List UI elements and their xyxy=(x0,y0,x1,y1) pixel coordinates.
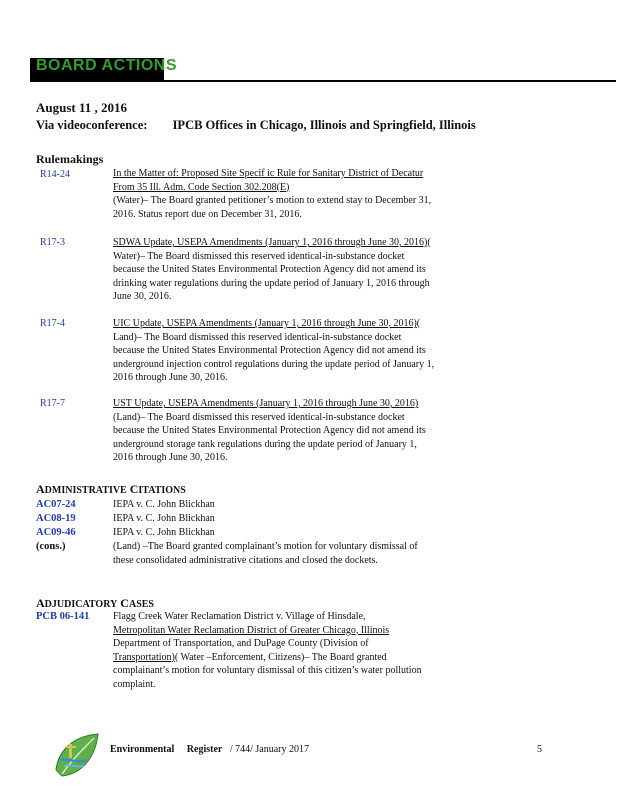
adjudicatory-heading: ADJUDICATORY CASES xyxy=(36,596,154,610)
entry-body: ( Land)– The Board dismissed this reserved identical-in-substance docket because the United States Environmental Protection Agency did not amend its underground injection control regulations during the update period of January 1, 2016 through June 30, 2016. xyxy=(113,318,435,384)
via-label: Via videoconference: xyxy=(36,118,148,132)
entry-title: In the Matter of: Proposed Site Specif ic Rule for Sanitary District of Decatur From 35 Ill. Adm. Code Section 302.208(E) xyxy=(113,168,424,193)
rulemaking-entry xyxy=(113,397,435,465)
meeting-date: August 11 , 2016 xyxy=(36,100,128,115)
rulemaking-entry xyxy=(113,317,435,385)
board-actions-banner xyxy=(30,57,178,82)
docket-r17-7[interactable]: R17-7 xyxy=(40,398,65,409)
case-line: Department of Transportation, and DuPage County (Division of xyxy=(113,638,369,650)
docket-pcb06-141[interactable]: PCB 06-141 xyxy=(36,611,90,622)
footer-publication: Environmental Register / 744/ January 2017 xyxy=(110,744,309,755)
case-line-underlined: Metropolitan Water Reclamation District of Greater Chicago, Illinois xyxy=(113,624,390,636)
admin-citation-body: (Land) –The Board granted complainant’s motion for voluntary dismissal of these consolidated administrative citations and closed the dockets. xyxy=(113,541,418,566)
case-parties: IEPA v. C. John Blickhan xyxy=(113,527,215,538)
leaf-logo-icon xyxy=(52,730,104,782)
docket-ac07-24[interactable]: AC07-24 xyxy=(36,499,76,510)
rulemaking-entry xyxy=(113,236,435,304)
entry-body: (Water)– The Board granted petitioner’s motion to extend stay to December 31, 2016. Status report due on December 31, 2016. xyxy=(113,195,432,220)
case-parties: IEPA v. C. John Blickhan xyxy=(113,513,215,524)
entry-body: (Land)– The Board dismissed this reserved identical-in-substance docket because the United States Environmental Protection Agency did not amend its underground storage tank regulations during the update period of January 1, 2016 through June 30, 2016. xyxy=(113,411,426,464)
docket-r17-3[interactable]: R17-3 xyxy=(40,237,65,248)
meeting-location xyxy=(36,118,476,133)
entry-title: UIC Update, USEPA Amendments (January 1, 2016 through June 30, 2016) xyxy=(113,318,417,329)
page-number: 5 xyxy=(537,744,542,755)
entry-title: UST Update, USEPA Amendments (January 1, 2016 through June 30, 2016) xyxy=(113,398,419,409)
header-rule xyxy=(30,80,616,82)
docket-r14-24[interactable]: R14-24 xyxy=(40,169,70,180)
entry-body: ( Water)– The Board dismissed this reserved identical-in-substance docket because the United States Environmental Protection Agency did not amend its drinking water regulations during the update period of January 1, 2016 through June 30, 2016. xyxy=(113,237,431,303)
entry-title: SDWA Update, USEPA Amendments (January 1, 2016 through June 30, 2016) xyxy=(113,237,428,248)
docket-r17-4[interactable]: R17-4 xyxy=(40,318,65,329)
banner-title: BOARD ACTIONS xyxy=(36,57,178,74)
rulemakings-heading: Rulemakings xyxy=(36,152,104,166)
case-parties: IEPA v. C. John Blickhan xyxy=(113,499,215,510)
via-location: IPCB Offices in Chicago, Illinois and Springfield, Illinois xyxy=(172,118,476,132)
docket-ac09-46[interactable]: AC09-46 xyxy=(36,527,76,538)
rulemaking-entry xyxy=(113,167,435,221)
case-line-underlined: Transportation) xyxy=(113,651,175,663)
admin-citations-heading: ADMINISTRATIVE CITATIONS xyxy=(36,482,186,496)
docket-ac08-19[interactable]: AC08-19 xyxy=(36,513,76,524)
adjudicatory-entry xyxy=(113,610,435,692)
case-body: ( Water –Enforcement, Citizens)– The Board granted complainant’s motion for voluntary dismissal of this citizen’s water pollution complaint. xyxy=(113,651,422,690)
consolidated-label: (cons.) xyxy=(36,541,66,552)
case-line: Flagg Creek Water Reclamation District v. Village of Hinsdale, xyxy=(113,611,366,622)
